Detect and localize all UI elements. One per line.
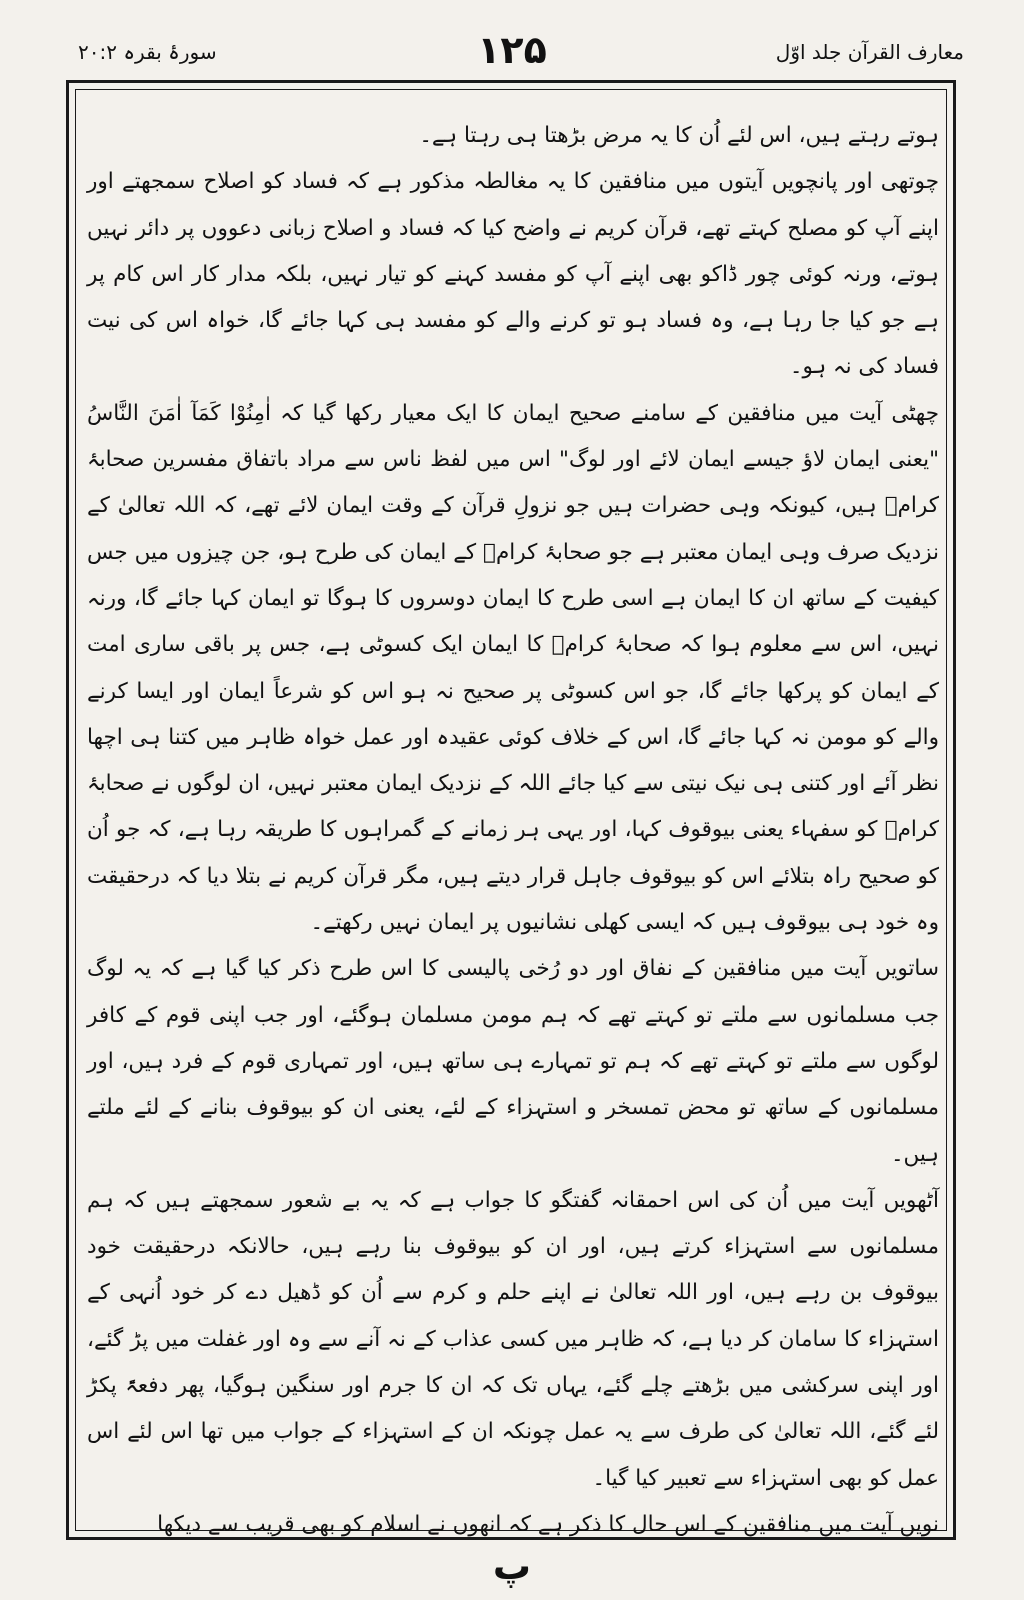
paragraph: آٹھویں آیت میں اُن کی اس احمقانہ گفتگو کا جواب ہے کہ یہ بے شعور سمجھتے ہیں کہ ہم مسلمانوں سے استہزاء کرتے ہیں، اور ان کو بیوقوف بنا رہے ہیں، حالانکہ درحقیقت خود بیوقوف بن رہے ہیں، اور اللہ تعالیٰ نے اپنے حلم و کرم سے اُن کو ڈھیل دے کر خود اُنہی کے استہزاء کا سامان کر دیا ہے، کہ ظاہر میں کسی عذاب کے نہ آنے سے وہ اور غفلت میں پڑ گئے، اور اپنی سرکشی میں بڑھتے چلے گئے، یہاں تک کہ ان کا جرم اور سنگین ہوگیا، پھر دفعۃً پکڑ لئے گئے، اللہ تعالیٰ کی طرف سے یہ عمل چونکہ ان کے استہزاء کے جواب میں تھا اس لئے اس عمل کو بھی استہزاء سے تعبیر کیا گیا۔ bbox=[87, 1187, 939, 1491]
paragraph: چوتھی اور پانچویں آیتوں میں منافقین کا یہ مغالطہ مذکور ہے کہ فساد کو اصلاح سمجھتے اور اپنے آپ کو مصلح کہتے تھے، قرآن کریم نے واضح کیا کہ فساد و اصلاح زبانی دعووں پر دائر نہیں ہوتے، ورنہ کوئی چور ڈاکو بھی اپنے آپ کو مفسد کہنے کو تیار نہیں، بلکہ مدار کار اس کام پر ہے جو کیا جا رہا ہے، وہ فساد ہو تو کرنے والے کو مفسد ہی کہا جائے گا، خواہ اس کی نیت فساد کی نہ ہو۔ bbox=[87, 169, 939, 380]
paragraph: ساتویں آیت میں منافقین کے نفاق اور دو رُخی پالیسی کا اس طرح ذکر کیا گیا ہے کہ یہ لوگ جب مسلمانوں سے ملتے تو کہتے تھے کہ ہم مومن مسلمان ہوگئے، اور جب اپنی قوم کے کافر لوگوں سے ملتے تو کہتے تھے کہ ہم تو تمہارے ہی ساتھ ہیں، اور تمہاری قوم کے فرد ہیں، اور مسلمانوں کے ساتھ تو محض تمسخر و استہزاء کے لئے، یعنی ان کو بیوقوف بنانے کے لئے ملتے ہیں۔ bbox=[87, 956, 939, 1167]
surah-reference: سورۂ بقرہ ۲۰:۲ bbox=[78, 40, 217, 64]
paragraph: چھٹی آیت میں منافقین کے سامنے صحیح ایمان کا ایک معیار رکھا گیا کہ اٰمِنُوْا کَمَآ اٰمَنَ النَّاسُ "یعنی ایمان لاؤ جیسے ایمان لائے اور لوگ" اس میں لفظ ناس سے مراد باتفاق مفسرین صحابۂ کرامؓ ہیں، کیونکہ وہی حضرات ہیں جو نزولِ قرآن کے وقت ایمان لائے تھے، کہ اللہ تعالیٰ کے نزدیک صرف وہی ایمان معتبر ہے جو صحابۂ کرامؓ کے ایمان کی طرح ہو، جن چیزوں میں جس کیفیت کے ساتھ ان کا ایمان ہے اسی طرح کا ایمان دوسروں کا ہوگا تو ایمان کہا جائے گا، ورنہ نہیں، اس سے معلوم ہوا کہ صحابۂ کرامؓ کا ایمان ایک کسوٹی ہے، جس پر باقی ساری امت کے ایمان کو پرکھا جائے گا، جو اس کسوٹی پر صحیح نہ ہو اس کو شرعاً ایمان اور ایسا کرنے والے کو مومن نہ کہا جائے گا، اس کے خلاف کوئی عقیدہ اور عمل خواہ ظاہر میں کتنا ہی اچھا نظر آئے اور کتنی ہی نیک نیتی سے کیا جائے اللہ کے نزدیک ایمان معتبر نہیں، ان لوگوں نے صحابۂ کرامؓ کو سفہاء یعنی بیوقوف کہا، اور یہی ہر زمانے کے گمراہوں کا طریقہ رہا ہے، کہ جو اُن کو صحیح راہ بتلائے اس کو بیوقوف جاہل قرار دیتے ہیں، مگر قرآن کریم نے بتلا دیا کہ درحقیقت وہ خود ہی بیوقوف ہیں کہ ایسی کھلی نشانیوں پر ایمان نہیں رکھتے۔ bbox=[87, 400, 939, 936]
body-text bbox=[87, 113, 939, 1537]
paragraph: ہوتے رہتے ہیں، اس لئے اُن کا یہ مرض بڑھتا ہی رہتا ہے۔ bbox=[419, 123, 939, 148]
signature-mark: پ bbox=[492, 1544, 532, 1588]
page-border-frame bbox=[66, 80, 956, 1540]
book-title: معارف القرآن جلد اوّل bbox=[775, 40, 964, 64]
page-number: ۱۲۵ bbox=[477, 28, 547, 72]
page-header bbox=[0, 28, 1024, 74]
paragraph: نویں آیت میں منافقین کے اس حال کا ذکر ہے کہ انھوں نے اسلام کو بھی قریب سے دیکھا bbox=[157, 1511, 939, 1537]
